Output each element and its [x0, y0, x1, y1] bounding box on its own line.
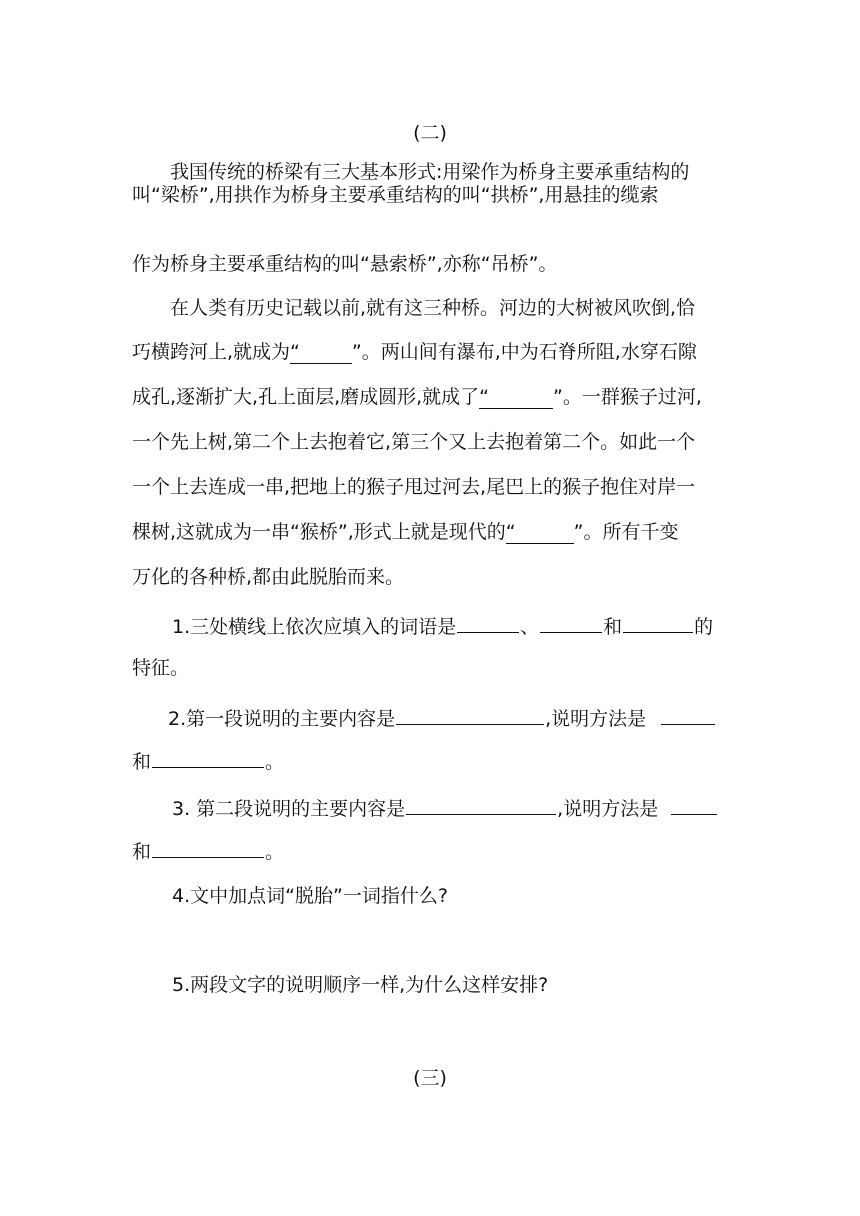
q2-blank-method-1[interactable]: [661, 704, 715, 725]
question-1-cont: 特征。: [132, 657, 190, 679]
para2-line6-text: 棵树,这就成为一串“猴桥”,形式上就是现代的: [132, 521, 506, 543]
question-3: [132, 794, 732, 821]
q1-end: 的: [694, 616, 714, 638]
q2-blank-method-2[interactable]: [152, 747, 264, 768]
q1-text: 1.三处横线上依次应填入的词语是: [172, 616, 457, 638]
q2-end: 。: [265, 751, 285, 773]
para2-line4: 一个先上树,第二个上去抱着它,第三个又上去抱着第二个。如此一个: [132, 431, 696, 453]
question-5: 5.两段文字的说明顺序一样,为什么这样安排?: [172, 974, 549, 996]
para2-line6: [132, 520, 732, 544]
para2-line2-rest: ”。两山间有瀑布,中为石脊所阻,水穿石隙: [351, 341, 697, 363]
q1-blank-1[interactable]: [457, 612, 519, 633]
para2-line3-text: 成孔,逐渐扩大,孔上面层,磨成圆形,就成了: [132, 386, 480, 408]
para2-line6-rest: ”。所有千变: [573, 521, 679, 543]
para2-blank-1[interactable]: “: [290, 341, 352, 364]
question-3-cont: [132, 837, 732, 864]
para2-blank-3[interactable]: “: [506, 521, 574, 544]
q1-sep: 、: [520, 616, 540, 638]
para2-line2-text: 巧横跨河上,就成为: [132, 341, 291, 363]
q1-blank-3[interactable]: [623, 612, 693, 633]
q2-method-label: ,说明方法是: [545, 708, 647, 730]
q1-blank-2[interactable]: [540, 612, 602, 633]
question-1: [132, 612, 732, 639]
question-4: 4.文中加点词“脱胎”一词指什么?: [172, 885, 448, 907]
question-2-cont: [132, 747, 732, 774]
q2-blank-content[interactable]: [396, 704, 544, 725]
para1-line3: 作为桥身主要承重结构的叫“悬索桥”,亦称“吊桥”。: [132, 253, 558, 275]
q3-method-label: ,说明方法是: [557, 798, 659, 820]
q2-text: 2.第一段说明的主要内容是: [168, 708, 396, 730]
para2-line7: 万化的各种桥,都由此脱胎而来。: [132, 566, 405, 588]
q3-text: 3. 第二段说明的主要内容是: [172, 798, 406, 820]
q1-and: 和: [603, 616, 623, 638]
q3-blank-method-2[interactable]: [152, 837, 264, 858]
q3-end: 。: [265, 841, 285, 863]
para2-line3-rest: ”。一群猴子过河,: [553, 386, 702, 408]
para1-line2: 叫“梁桥”,用拱作为桥身主要承重结构的叫“拱桥”,用悬挂的缆索: [132, 184, 659, 206]
section-2-title: (二): [413, 122, 447, 144]
para2-line3: [132, 385, 732, 409]
para2-blank-2[interactable]: “: [479, 386, 553, 409]
para2-line5: 一个上去连成一串,把地上的猴子甩过河去,尾巴上的猴子抱住对岸一: [132, 476, 696, 498]
q3-and: 和: [132, 841, 152, 863]
q2-and: 和: [132, 751, 152, 773]
q3-blank-method-1[interactable]: [671, 794, 717, 815]
q3-blank-content[interactable]: [406, 794, 556, 815]
question-2: [132, 704, 732, 731]
para1-line1: 我国传统的桥梁有三大基本形式:用梁作为桥身主要承重结构的: [170, 161, 690, 183]
para2-line1: 在人类有历史记载以前,就有这三种桥。河边的大树被风吹倒,恰: [170, 297, 696, 319]
section-3-title: (三): [413, 1067, 447, 1089]
para2-line2: [132, 340, 732, 364]
